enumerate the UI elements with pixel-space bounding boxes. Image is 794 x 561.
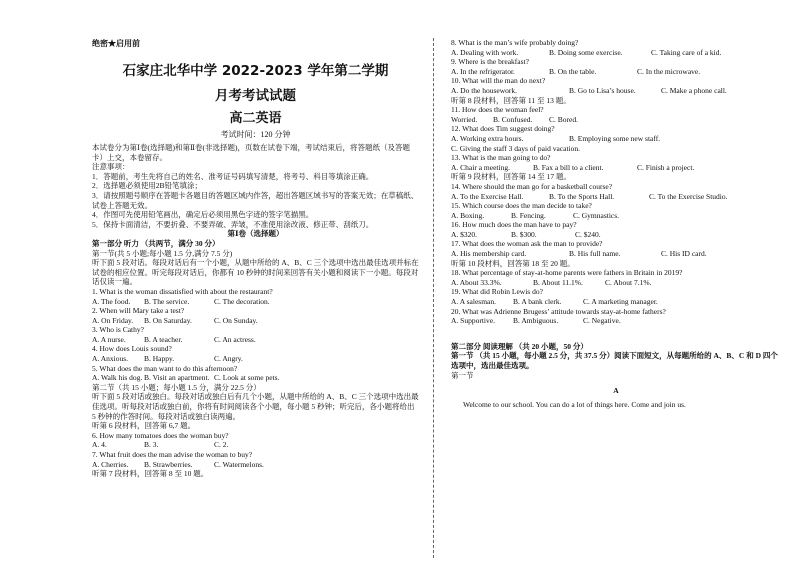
option-a[interactable]: A. In the refrigerator.: [451, 66, 515, 76]
option-a[interactable]: A. Dealing with work.: [451, 47, 519, 57]
option-a[interactable]: A. Supportive.: [451, 316, 495, 326]
option-b[interactable]: B. $300.: [511, 229, 537, 239]
answer-options: [451, 192, 781, 202]
option-c[interactable]: C. $240.: [575, 229, 601, 239]
option-c[interactable]: C. An actress.: [214, 334, 256, 344]
part1-title: 第一部分 听力 （共两节，满分 30 分）: [92, 238, 220, 248]
right-column: [451, 38, 781, 409]
answer-options: [451, 278, 781, 288]
option-a[interactable]: A. Anxious.: [92, 354, 129, 364]
answer-options: [451, 163, 781, 173]
material-instruction: 听第 7 段材料，回答第 8 至 10 题。: [92, 469, 209, 479]
option-a[interactable]: A. Working extra hours.: [451, 133, 524, 143]
answer-options: [451, 67, 781, 77]
option-b[interactable]: B. Confused.: [493, 114, 533, 124]
option-a[interactable]: A. 4.: [92, 440, 107, 450]
note-item: 1．答题前，考生先将自己的姓名、准考证号码填写清楚，将考号、科目等填涂正确。: [92, 171, 374, 181]
question-text: 20. What was Adrienne Brugess’ attitude towards stay-at-home fathers?: [451, 306, 666, 316]
option-b[interactable]: B. His full name.: [569, 249, 621, 259]
option-b[interactable]: B. Ambiguous.: [513, 316, 559, 326]
section1-heading: 第一节(共 5 小题;每小题 1.5 分,满分 7.5 分): [92, 248, 233, 258]
option-c[interactable]: C. Giving the staff 3 days of paid vacation.: [451, 143, 581, 153]
question-text: 8. What is the man’s wife probably doing?: [451, 38, 579, 47]
option-c[interactable]: C. On Sunday.: [214, 315, 258, 325]
answer-options: [451, 86, 781, 96]
option-a[interactable]: A. A nurse.: [92, 334, 126, 344]
option-b[interactable]: B. 3.: [144, 440, 159, 450]
option-a[interactable]: A. His membership card.: [451, 249, 527, 259]
exam-subtitle: 月考考试试题: [215, 88, 296, 104]
option-b[interactable]: B. Fax a bill to a client.: [533, 162, 604, 172]
option-b[interactable]: B. On the table.: [549, 66, 597, 76]
answer-options: [451, 230, 781, 240]
section2-instructions: 听下面 5 段对话或独白。每段对话或独白后有几个小题，从题中所给的 A、B、C 三个选项中选出最佳选项。听每段对话或独白前，你将有时间阅读各个小题，每小题 5 秒钟；听完后，各小题将给出 5 秒钟的作答时间。每段对话或独白读两遍。: [92, 392, 419, 421]
option-a[interactable]: A. On Friday.: [92, 315, 134, 325]
question-text: 7. What fruit does the man advise the woman to buy?: [92, 450, 253, 459]
material-instruction: 听第 10 段材料，回答第 18 至 20 题。: [451, 258, 575, 268]
option-c[interactable]: C. Look at some pets.: [214, 373, 280, 383]
question-block: [92, 287, 419, 383]
question-text: 11. How does the woman feel?: [451, 105, 544, 115]
answer-options: [92, 297, 419, 307]
question-text: 16. How much does the man have to pay?: [451, 220, 577, 230]
option-b[interactable]: B. The service.: [144, 296, 190, 306]
option-a[interactable]: A. Do the housework.: [451, 85, 518, 95]
option-b[interactable]: B. Fencing.: [511, 210, 546, 220]
answer-options: [451, 297, 781, 307]
option-a[interactable]: A. $320.: [451, 229, 478, 239]
option-c[interactable]: C. A marketing manager.: [583, 297, 658, 307]
section2-heading: 第二节（共 15 小题；每小题 1.5 分，满分 22.5 分）: [92, 382, 261, 392]
option-a[interactable]: A. Walk his dog.: [92, 373, 143, 383]
passage-letter: A: [613, 386, 619, 396]
question-text: 1. What is the woman dissatisfied with about the restaurant?: [92, 286, 273, 296]
question-text: 3. Who is Cathy?: [92, 325, 144, 335]
option-a[interactable]: Worried.: [451, 114, 478, 124]
option-c[interactable]: C. Make a phone call.: [661, 85, 727, 95]
question-text: 13. What is the man going to do?: [451, 153, 551, 163]
option-c[interactable]: C. The decoration.: [214, 296, 270, 306]
option-b[interactable]: B. Happy.: [144, 354, 175, 364]
note-item: 5．保持卡面清洁，不要折叠、不要弄破、弄皱，不准使用涂改液、修正带、刮纸刀。: [92, 219, 374, 229]
option-c[interactable]: C. Watermelons.: [214, 459, 264, 469]
option-c[interactable]: C. Angry.: [214, 354, 243, 364]
option-b[interactable]: B. About 11.1%.: [533, 277, 583, 287]
option-c[interactable]: C. His ID card.: [661, 249, 707, 259]
option-a[interactable]: A. Chair a meeting.: [451, 162, 510, 172]
question-text: 10. What will the man do next?: [451, 76, 546, 86]
option-c[interactable]: C. 2.: [214, 440, 229, 450]
answer-options: [451, 316, 781, 326]
question-text: 6. How many tomatoes does the woman buy?: [92, 430, 229, 440]
question-text: 12. What does Tim suggest doing?: [451, 124, 555, 134]
question-text: 15. Which course does the man decide to take?: [451, 201, 592, 211]
option-a[interactable]: A. Cherries.: [92, 459, 129, 469]
option-b[interactable]: B. To the Sports Hall.: [549, 191, 615, 201]
option-b[interactable]: B. A teacher.: [144, 334, 183, 344]
option-c[interactable]: C. Negative.: [583, 316, 621, 326]
note-item: 3．请按照题号顺序在答题卡各题目的答题区域内作答，超出答题区域书写的答案无效；在草稿纸、试卷上答题无效。: [92, 190, 419, 210]
left-column: [92, 38, 419, 479]
question-text: 5. What does the man want to do this afternoon?: [92, 363, 238, 373]
option-b[interactable]: B. On Saturday.: [144, 315, 192, 325]
subject-title: 高二英语: [229, 111, 282, 126]
option-a[interactable]: A. To the Exercise Hall.: [451, 191, 524, 201]
option-c[interactable]: C. Taking care of a kid.: [651, 47, 722, 57]
question-text: 2. When will Mary take a test?: [92, 306, 185, 316]
material-instruction: 听第 8 段材料，回答第 11 至 13 题。: [451, 95, 571, 105]
question-text: 14. Where should the man go for a basketball course?: [451, 181, 613, 191]
option-c[interactable]: C. Bored.: [549, 114, 578, 124]
confidential-label: 绝密★启用前: [92, 39, 140, 48]
note-item: 2．选择题必须使用2B铅笔填涂；: [92, 181, 203, 191]
option-b[interactable]: B. Employing some new staff.: [569, 133, 661, 143]
option-b[interactable]: B. Doing some exercise.: [549, 47, 623, 57]
question-text: 19. What did Robin Lewis do?: [451, 287, 543, 297]
material-instruction: 听第 6 段材料，回答第 6,7 题。: [92, 421, 196, 431]
option-a[interactable]: A. The food.: [92, 296, 131, 306]
part2-title: 第二部分 阅读理解 （共 20 小题，50 分）: [451, 341, 588, 351]
notes-label: 注意事项：: [92, 162, 130, 172]
option-c[interactable]: C. About 7.1%.: [605, 277, 652, 287]
question-text: 17. What does the woman ask the man to provide?: [451, 239, 603, 249]
part2-section1-heading: 第一节 （共 15 小题，每小题 2.5 分，共 37.5 分）阅读下面短文，从每题所给的 A、B、C 和 D 四个选项中，选出最佳选项。: [451, 351, 778, 370]
answer-options: [451, 48, 781, 58]
answer-options: [92, 316, 419, 326]
option-a[interactable]: A. About 33.3%.: [451, 277, 502, 287]
option-a[interactable]: A. A salesman.: [451, 297, 496, 307]
option-b[interactable]: B. A bank clerk.: [513, 297, 562, 307]
question-text: 18. What percentage of stay-at-home parents were fathers in Britain in 2019?: [451, 268, 683, 278]
answer-options: [92, 440, 419, 450]
answer-options: [92, 460, 419, 470]
answer-options: [451, 134, 781, 144]
option-b[interactable]: B. Strawberries.: [144, 459, 193, 469]
spacer: [451, 326, 781, 342]
passage-text: Welcome to our school. You can do a lot of things here. Come and join us.: [463, 399, 686, 409]
column-divider: [433, 38, 434, 558]
option-c[interactable]: C. In the microwave.: [637, 66, 701, 76]
option-c[interactable]: C. To the Exercise Studio.: [649, 191, 728, 201]
answer-options: [92, 335, 419, 345]
section1-instructions: 听下面 5 段对话。每段对话后有一个小题，从题中所给的 A、B、C 三个选项中选出最佳选项并标在试卷的相应位置。听完每段对话后，你都有 10 秒钟的时间来回答有关小题和阅读下一小题。每段对话仅读一遍。: [92, 258, 419, 287]
material-instruction: 听第 9 段材料，回答第 14 至 17 题。: [451, 172, 571, 182]
exam-title: 石家庄北华中学 2022-2023 学年第二学期: [122, 63, 389, 79]
option-c[interactable]: C. Gymnastics.: [573, 210, 620, 220]
question-text: 4. How does Louis sound?: [92, 344, 172, 354]
note-item: 4．作图可先使用铅笔画出，确定后必须用黑色字迹的签字笔描黑。: [92, 210, 314, 220]
answer-options: [451, 115, 781, 125]
part2-subheading: 第一节: [451, 370, 474, 380]
volume-heading: 第Ⅰ卷（选择题）: [227, 229, 284, 239]
answer-options: [92, 373, 419, 383]
answer-options: [92, 354, 419, 364]
option-c[interactable]: C. Finish a project.: [637, 162, 695, 172]
option-a[interactable]: A. Boxing.: [451, 210, 485, 220]
answer-options: [451, 211, 781, 221]
question-text: 9. Where is the breakfast?: [451, 57, 529, 67]
option-b[interactable]: B. Go to Lisa’s house.: [569, 85, 636, 95]
option-b[interactable]: B. Visit an apartment.: [144, 373, 210, 383]
notes-intro: 本试卷分为第Ⅰ卷(选择题)和第Ⅱ卷(非选择题)，页数在试卷下端，考试结束后，将答题纸（及答题卡）上交，本卷留存。: [92, 143, 411, 162]
exam-time: 考试时间：120 分钟: [220, 130, 291, 139]
answer-options: [451, 249, 781, 259]
